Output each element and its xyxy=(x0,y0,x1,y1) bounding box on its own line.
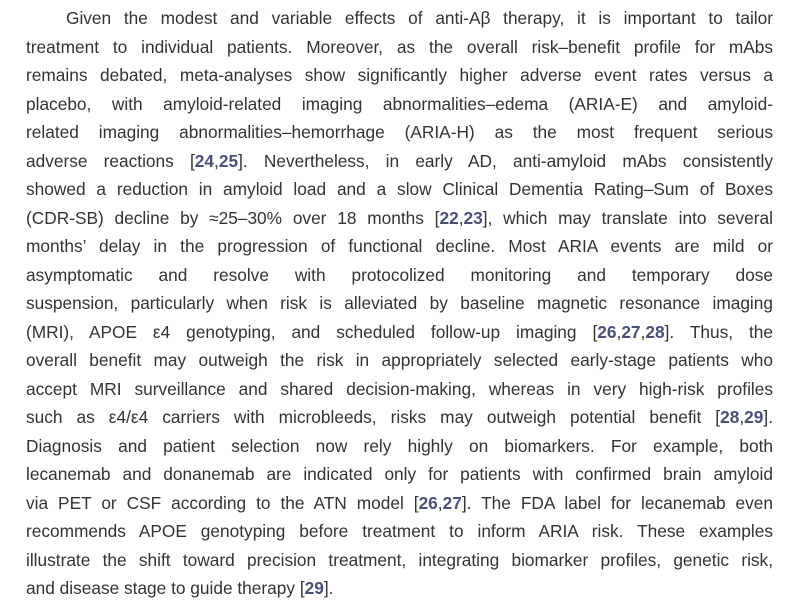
text-segment: via PET or CSF according to the ATN model [ xyxy=(26,492,419,513)
citation-link[interactable]: 27 xyxy=(621,321,641,342)
text-line xyxy=(26,289,773,318)
citation-link[interactable]: 23 xyxy=(463,207,483,228)
citation-link[interactable]: 29 xyxy=(744,407,764,427)
text-segment: and disease stage to guide therapy [ xyxy=(26,578,305,598)
text-segment: ]. The FDA label for lecanemab even xyxy=(461,492,773,513)
text-segment: ]. xyxy=(763,407,773,427)
text-line xyxy=(26,346,773,375)
text-line xyxy=(26,175,773,204)
text-segment: adverse reactions [ xyxy=(26,150,195,171)
text-segment: , xyxy=(437,492,443,513)
text-segment: ]. Nevertheless, in early AD, anti-amyloid mAbs consistently xyxy=(238,150,773,171)
text-segment: (CDR-SB) decline by ≈25–30% over 18 months [ xyxy=(26,207,440,228)
text-segment: remains debated, meta-analyses show significantly higher adverse event rates versus a xyxy=(26,65,773,85)
text-line xyxy=(26,147,773,176)
citation-link[interactable]: 26 xyxy=(418,492,438,513)
citation-link[interactable]: 29 xyxy=(304,578,324,598)
text-line xyxy=(26,90,773,119)
text-line xyxy=(26,261,773,290)
text-line xyxy=(26,204,773,233)
text-line xyxy=(26,432,773,461)
text-segment: suspension, particularly when risk is alleviated by baseline magnetic resonance imaging xyxy=(26,293,773,313)
text-segment: , xyxy=(640,321,646,342)
citation-link[interactable]: 22 xyxy=(439,207,459,228)
text-segment: , xyxy=(458,207,464,228)
text-segment: placebo, with amyloid-related imaging abnormalities–edema (ARIA-E) and amyloid- xyxy=(26,93,773,114)
text-line xyxy=(26,489,773,518)
text-line xyxy=(26,318,773,347)
text-segment: months’ delay in the progression of functional decline. Most ARIA events are mild or xyxy=(26,236,773,256)
text-segment: recommends APOE genotyping before treatment to inform ARIA risk. These examples xyxy=(26,521,773,541)
text-segment: , xyxy=(616,321,622,342)
text-line xyxy=(26,546,773,575)
text-segment: (MRI), APOE ε4 genotyping, and scheduled follow-up imaging [ xyxy=(26,321,598,342)
text-segment: ], which may translate into several xyxy=(482,207,773,228)
text-line xyxy=(26,517,773,546)
text-segment: such as ε4/ε4 carriers with microbleeds, risks may outweigh potential benefit [ xyxy=(26,407,721,427)
text-segment: Diagnosis and patient selection now rely highly on biomarkers. For example, both xyxy=(26,435,773,456)
text-segment: overall benefit may outweigh the risk in appropriately selected early-stage patients who xyxy=(26,350,773,370)
text-line xyxy=(26,61,773,90)
text-segment: , xyxy=(214,150,219,171)
text-segment: lecanemab and donanemab are indicated only for patients with confirmed brain amyloid xyxy=(26,464,773,484)
text-segment: ]. Thus, the xyxy=(664,321,773,342)
text-line xyxy=(26,4,773,33)
text-line xyxy=(26,118,773,147)
citation-link[interactable]: 24 xyxy=(194,150,215,171)
text-segment: Given the modest and variable effects of anti-Aβ therapy, it is important to tailor xyxy=(66,8,773,28)
text-segment: accept MRI surveillance and shared decision-making, whereas in very high-risk profiles xyxy=(26,378,773,399)
citation-link[interactable]: 26 xyxy=(597,321,617,342)
citation-link[interactable]: 28 xyxy=(720,407,740,427)
citation-link[interactable]: 28 xyxy=(645,321,665,342)
text-line xyxy=(26,403,773,432)
citation-link[interactable]: 25 xyxy=(218,150,239,171)
text-segment: asymptomatic and resolve with protocolized monitoring and temporary dose xyxy=(26,264,773,285)
text-line xyxy=(26,33,773,62)
text-segment: showed a reduction in amyloid load and a slow Clinical Dementia Rating–Sum of Boxes xyxy=(26,179,773,199)
text-segment: , xyxy=(739,407,745,427)
text-segment: illustrate the shift toward precision treatment, integrating biomarker profiles, genetic risk, xyxy=(26,549,773,570)
text-line xyxy=(26,375,773,404)
citation-link[interactable]: 27 xyxy=(442,492,462,513)
text-segment: ]. xyxy=(323,578,334,598)
text-line xyxy=(26,232,773,261)
body-paragraph xyxy=(26,4,773,603)
text-segment: treatment to individual patients. Moreover, as the overall risk–benefit profile for mAbs xyxy=(26,36,773,57)
text-segment: related imaging abnormalities–hemorrhage (ARIA-H) as the most frequent serious xyxy=(26,122,773,142)
text-line xyxy=(26,574,773,603)
text-line xyxy=(26,460,773,489)
